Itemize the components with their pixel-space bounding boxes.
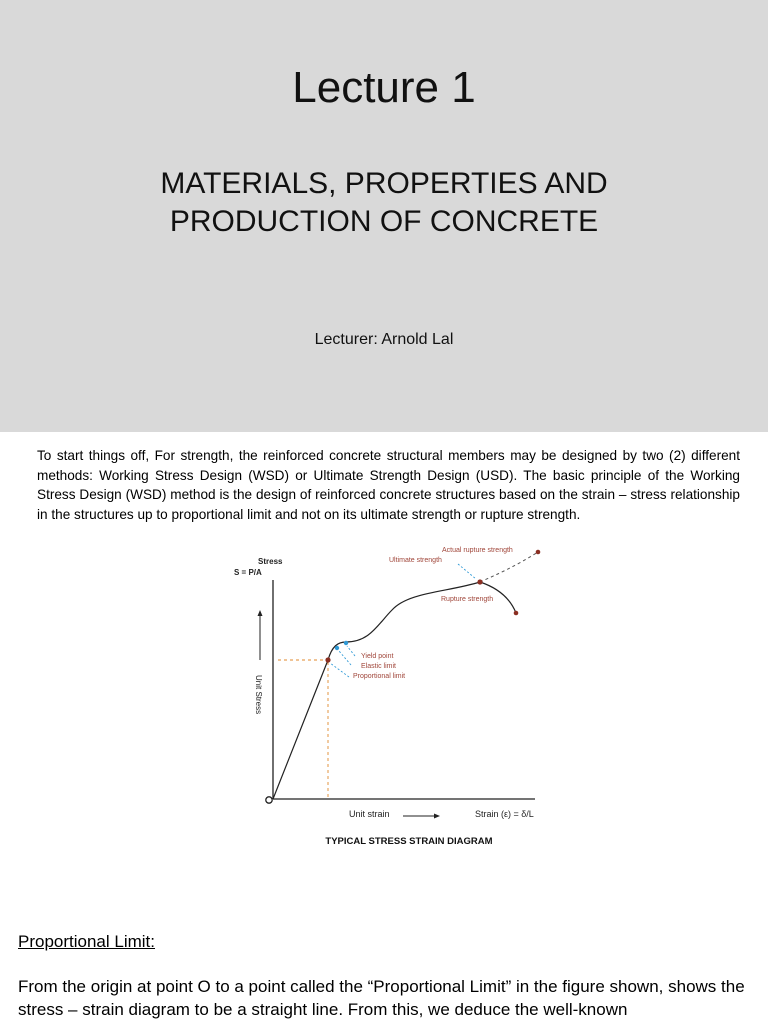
- proportional-pointer: [330, 663, 349, 677]
- lecture-title: Lecture 1: [292, 63, 476, 112]
- subtitle-line-1: MATERIALS, PROPERTIES AND: [160, 167, 608, 200]
- figure-caption: TYPICAL STRESS STRAIN DIAGRAM: [325, 836, 493, 847]
- elastic-limit-label: Elastic limit: [361, 663, 397, 670]
- proportional-limit-point: [325, 657, 330, 662]
- section-paragraph: From the origin at point O to a point called the “Proportional Limit” in the figure shown, shows the stress – strain diagram to be a straight line. From this, we deduce the well-known: [18, 977, 745, 1019]
- strain-formula: Strain (ε) = δ/L: [475, 809, 534, 819]
- unit-stress-label: Unit Stress: [254, 675, 263, 715]
- subtitle-line-2: PRODUCTION OF CONCRETE: [169, 205, 599, 238]
- section-heading: Proportional Limit:: [18, 932, 156, 951]
- stress-strain-curve: [273, 582, 516, 799]
- rupture-strength-point: [514, 611, 519, 616]
- unit-strain-label: Unit strain: [349, 809, 390, 819]
- intro-paragraph: To start things off, For strength, the reinforced concrete structural members may be designed by two (2) different methods: Working Stress Design (WSD) or Ultimate Strength Design (USD). The basic principle of the Working Stress Design (WSD) method is the design of reinforced concrete structures based on the strain – stress relationship in the structures up to proportional limit and not on its ultimate strength or rupture strength.: [37, 448, 740, 522]
- unit-strain-arrowhead: [434, 814, 440, 819]
- elastic-limit-point: [335, 646, 339, 650]
- stress-strain-figure: [220, 540, 560, 860]
- unit-stress-arrowhead: [258, 610, 263, 616]
- proportional-limit-label: Proportional limit: [353, 673, 406, 680]
- actual-rupture-curve: [480, 552, 538, 582]
- stress-label: Stress: [258, 557, 283, 566]
- yield-pointer: [347, 646, 355, 656]
- lecturer-name: Lecturer: Arnold Lal: [314, 331, 454, 348]
- stress-formula: S = P/A: [234, 568, 262, 577]
- rupture-strength-label: Rupture strength: [441, 596, 494, 603]
- ultimate-strength-point: [477, 579, 482, 584]
- yield-point: [344, 641, 348, 645]
- yield-point-label: Yield point: [361, 653, 394, 660]
- elastic-pointer: [339, 651, 351, 665]
- title-slide: [0, 0, 768, 432]
- ultimate-pointer: [458, 564, 476, 579]
- stress-strain-diagram: [220, 540, 560, 860]
- actual-rupture-point: [536, 550, 541, 555]
- lecture-subtitle: [0, 165, 768, 241]
- actual-rupture-label: Actual rupture strength: [442, 547, 513, 554]
- origin-point: [266, 797, 272, 803]
- ultimate-strength-label: Ultimate strength: [389, 557, 442, 564]
